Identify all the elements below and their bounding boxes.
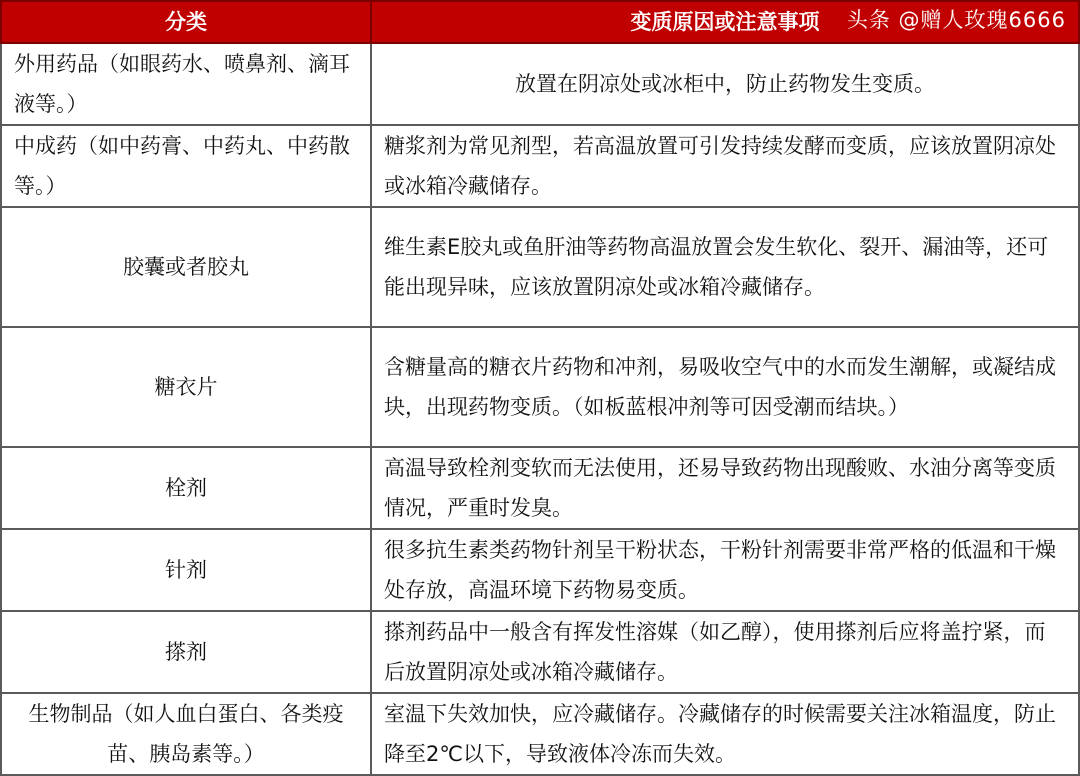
watermark: 头条 @赠人玫瑰6666	[846, 8, 1066, 32]
note-cell: 室温下失效加快，应冷藏储存。冷藏储存的时候需要关注冰箱温度，防止降至2℃以下，导致液体冷冻而失效。	[371, 693, 1079, 775]
category-cell: 搽剂	[1, 611, 371, 693]
note-cell: 放置在阴凉处或冰柜中，防止药物发生变质。	[371, 43, 1079, 125]
category-cell: 中成药（如中药膏、中药丸、中药散等。）	[1, 125, 371, 207]
table-row	[1, 125, 1079, 207]
table-row	[1, 43, 1079, 125]
note-cell: 含糖量高的糖衣片药物和冲剂，易吸收空气中的水而发生潮解，或凝结成块，出现药物变质。（如板蓝根冲剂等可因受潮而结块。）	[371, 327, 1079, 447]
note-cell: 高温导致栓剂变软而无法使用，还易导致药物出现酸败、水油分离等变质情况，严重时发臭。	[371, 447, 1079, 529]
table-row	[1, 327, 1079, 447]
category-cell: 针剂	[1, 529, 371, 611]
table-row	[1, 529, 1079, 611]
table-row	[1, 611, 1079, 693]
note-cell: 搽剂药品中一般含有挥发性溶媒（如乙醇），使用搽剂后应将盖拧紧，而后放置阴凉处或冰箱冷藏储存。	[371, 611, 1079, 693]
category-cell: 糖衣片	[1, 327, 371, 447]
table-row	[1, 693, 1079, 775]
category-cell: 栓剂	[1, 447, 371, 529]
table-row	[1, 447, 1079, 529]
header-note: 变质原因或注意事项	[371, 1, 1079, 43]
note-cell: 维生素E胶丸或鱼肝油等药物高温放置会发生软化、裂开、漏油等，还可能出现异味，应该放置阴凉处或冰箱冷藏储存。	[371, 207, 1079, 327]
note-cell: 糖浆剂为常见剂型，若高温放置可引发持续发酵而变质，应该放置阴凉处或冰箱冷藏储存。	[371, 125, 1079, 207]
header-category: 分类	[1, 1, 371, 43]
table-row	[1, 207, 1079, 327]
note-cell: 很多抗生素类药物针剂呈干粉状态，干粉针剂需要非常严格的低温和干燥处存放，高温环境下药物易变质。	[371, 529, 1079, 611]
category-cell: 胶囊或者胶丸	[1, 207, 371, 327]
category-cell: 外用药品（如眼药水、喷鼻剂、滴耳液等。）	[1, 43, 371, 125]
table-header-row	[1, 1, 1079, 43]
category-cell: 生物制品（如人血白蛋白、各类疫苗、胰岛素等。）	[1, 693, 371, 775]
